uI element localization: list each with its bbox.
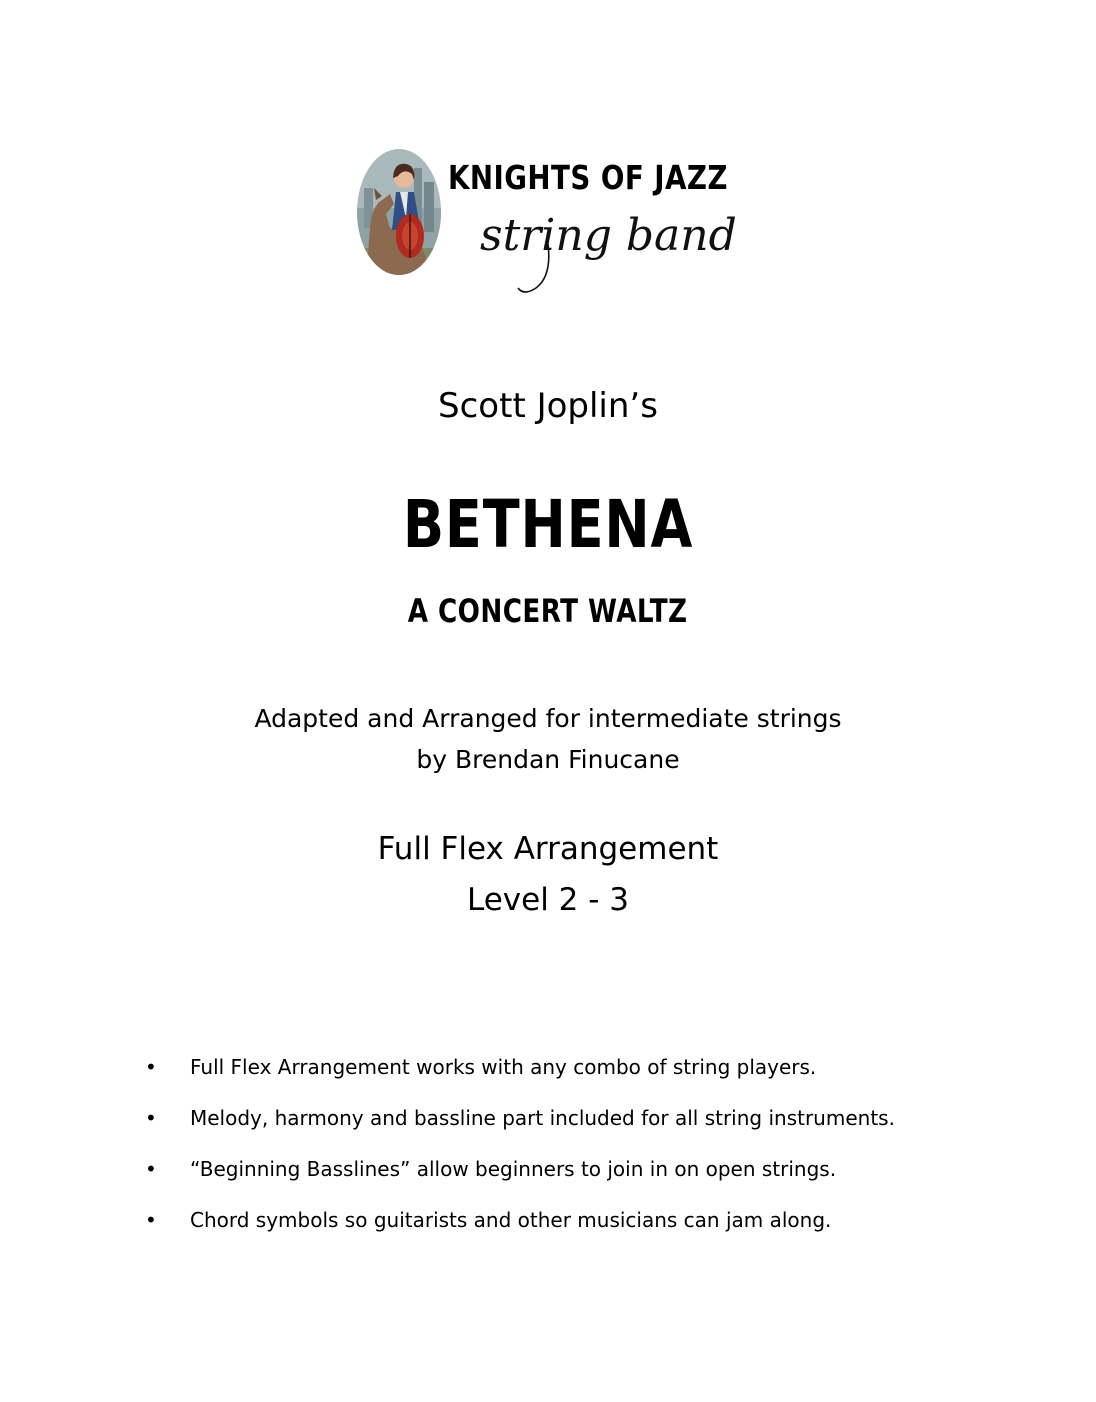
knight-emblem-icon (356, 148, 442, 276)
logo-subtitle: string band (480, 210, 737, 261)
bullet-icon: • (145, 1208, 157, 1232)
band-logo (356, 148, 746, 298)
piece-title-text: BETHENA (402, 486, 694, 563)
logo-swash-decoration (506, 240, 566, 300)
bullet-icon: • (145, 1106, 157, 1130)
feature-text: Full Flex Arrangement works with any combo of string players. (190, 1055, 817, 1079)
feature-text: Chord symbols so guitarists and other musicians can jam along. (190, 1208, 832, 1232)
composer-credit: Scott Joplin’s (438, 386, 658, 426)
arranger-byline: by Brendan Finucane (416, 745, 680, 774)
adaptation-note: Adapted and Arranged for intermediate strings (254, 704, 842, 733)
piece-subtitle-text: A CONCERT WALTZ (408, 592, 688, 630)
arrangement-type: Full Flex Arrangement (377, 831, 719, 867)
bullet-icon: • (145, 1157, 157, 1181)
piece-subtitle (0, 592, 1096, 630)
difficulty-level: Level 2 - 3 (466, 882, 630, 918)
feature-text: “Beginning Basslines” allow beginners to join in on open strings. (190, 1157, 837, 1181)
bullet-icon: • (145, 1055, 157, 1079)
piece-title (0, 486, 1096, 563)
feature-text: Melody, harmony and bassline part included for all string instruments. (190, 1106, 895, 1130)
logo-title: KNIGHTS OF JAZZ (448, 158, 728, 197)
